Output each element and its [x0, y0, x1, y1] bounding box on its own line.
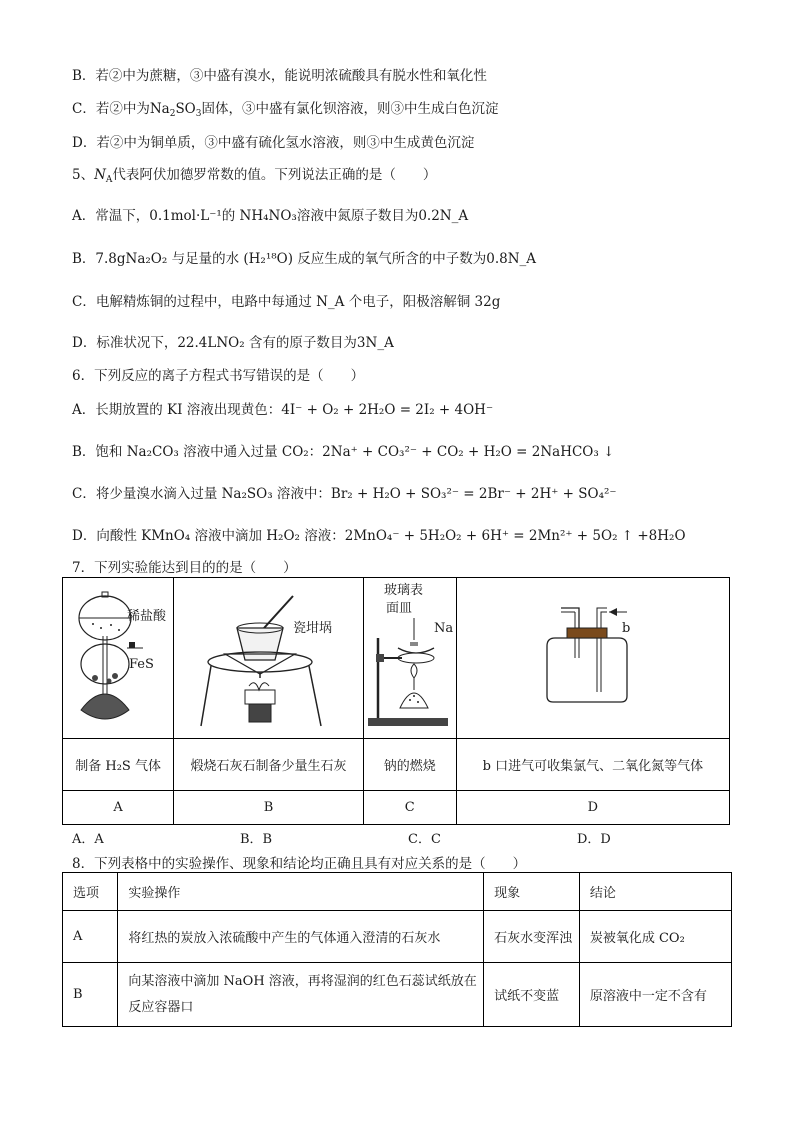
- q8-row-b-conclusion: 原溶液中一定不含有: [579, 963, 731, 1027]
- acid-label: 稀盐酸: [127, 609, 167, 624]
- q5-option-b: B．7.8gNa₂O₂ 与足量的水 (H₂¹⁸O) 反应生成的氧气所含的中子数为0.8N_A: [72, 251, 537, 267]
- q6-option-d: D．向酸性 KMnO₄ 溶液中滴加 H₂O₂ 溶液：2MnO₄⁻ + 5H₂O₂ + 6H⁺ = 2Mn²⁺ + 5O₂ ↑ +8H₂O: [72, 528, 686, 544]
- q8-row-a-conclusion: 炭被氧化成 CO₂: [579, 911, 731, 963]
- caption-b: 煅烧石灰石制备少量生石灰: [174, 739, 364, 791]
- caption-c: 钠的燃烧: [363, 739, 456, 791]
- caption-a: 制备 H₂S 气体: [63, 739, 174, 791]
- b-port-label: b: [621, 621, 631, 636]
- q4-c-mid: SO: [175, 101, 196, 117]
- q8-header-phenomenon: 现象: [484, 873, 580, 911]
- q8-row-a-option: A: [63, 911, 118, 963]
- kipp-apparatus-figure: [63, 578, 173, 734]
- q8-row-b-operation: 向某溶液中滴加 NaOH 溶液，再将湿润的红色石蕊试纸放在反应容器口: [118, 963, 484, 1027]
- q4-c-pre: C．若②中为Na: [72, 101, 170, 117]
- q4-option-b: B．若②中为蔗糖，③中盛有溴水，能说明浓硫酸具有脱水性和氧化性: [72, 68, 487, 84]
- q7-answer-b: B．B: [240, 832, 273, 847]
- q4-c-sub1: 2: [169, 109, 176, 119]
- q7-stem: 7．下列实验能达到目的的是（ ）: [72, 560, 297, 576]
- q7-table: [62, 577, 730, 825]
- apparatus-a: [63, 578, 174, 739]
- q7-answer-a: A．A: [72, 832, 104, 847]
- crucible-label: 瓷坩埚: [292, 621, 332, 636]
- q5-option-c: C．电解精炼铜的过程中，电路中每通过 N_A 个电子，阳极溶解铜 32g: [72, 294, 501, 310]
- q5-option-a: A．常温下，0.1mol·L⁻¹的 NH₄NO₃溶液中氮原子数目为0.2N_A: [72, 208, 469, 224]
- q6-option-b: B．饱和 Na₂CO₃ 溶液中通入过量 CO₂：2Na⁺ + CO₃²⁻ + CO₂ + H₂O = 2NaHCO₃ ↓: [72, 444, 615, 460]
- q8-header-conclusion: 结论: [579, 873, 731, 911]
- letter-d: D: [456, 791, 729, 825]
- sodium-burning-figure: [364, 578, 456, 734]
- q5-stem-text: 代表阿伏加德罗常数的值。下列说法正确的是（ ）: [112, 167, 437, 183]
- q4-option-c: [72, 97, 499, 119]
- q8-header-option: 选项: [63, 873, 118, 911]
- q6-option-c: C．将少量溴水滴入过量 Na₂SO₃ 溶液中：Br₂ + H₂O + SO₃²⁻ = 2Br⁻ + 2H⁺ + SO₄²⁻: [72, 486, 617, 502]
- q8-header-operation: 实验操作: [118, 873, 484, 911]
- gas-bottle-figure: [457, 578, 729, 734]
- q5-na-sub: A: [105, 175, 113, 185]
- q5-option-d: D．标准状况下，22.4LNO₂ 含有的原子数目为3N_A: [72, 335, 394, 351]
- q5-stem: [72, 163, 436, 185]
- letter-c: C: [363, 791, 456, 825]
- glass-label-2: 面皿: [385, 601, 412, 616]
- caption-d: b 口进气可收集氯气、二氧化氮等气体: [456, 739, 729, 791]
- q8-table: [62, 872, 732, 1027]
- q5-na: N: [94, 167, 106, 183]
- q8-row-b-phenomenon: 试纸不变蓝: [484, 963, 580, 1027]
- glass-label-1: 玻璃表: [383, 583, 423, 598]
- q8-row-a-phenomenon: 石灰水变浑浊: [484, 911, 580, 963]
- q6-option-a: A．长期放置的 KI 溶液出现黄色：4I⁻ + O₂ + 2H₂O = 2I₂ + 4OH⁻: [72, 402, 494, 418]
- q4-c-sub2: 3: [195, 109, 202, 119]
- q7-answer-d: D．D: [577, 832, 611, 847]
- fes-label: FeS: [129, 657, 155, 672]
- q8-row-b-option: B: [63, 963, 118, 1027]
- apparatus-d: [456, 578, 729, 739]
- letter-a: A: [63, 791, 174, 825]
- q5-num: 5、: [72, 167, 95, 183]
- q6-stem: 6．下列反应的离子方程式书写错误的是（ ）: [72, 368, 365, 384]
- q8-stem: 8．下列表格中的实验操作、现象和结论均正确且具有对应关系的是（ ）: [72, 856, 527, 872]
- apparatus-b: [174, 578, 364, 739]
- na-label: Na: [433, 621, 453, 636]
- q8-row-a-operation: 将红热的炭放入浓硫酸中产生的气体通入澄清的石灰水: [118, 911, 484, 963]
- q7-answer-c: C．C: [408, 832, 441, 847]
- crucible-figure: [175, 578, 363, 734]
- q4-option-d: D．若②中为铜单质，③中盛有硫化氢水溶液，则③中生成黄色沉淀: [72, 135, 475, 151]
- apparatus-c: [363, 578, 456, 739]
- letter-b: B: [174, 791, 364, 825]
- q4-c-post: 固体，③中盛有氯化钡溶液，则③中生成白色沉淀: [201, 101, 499, 117]
